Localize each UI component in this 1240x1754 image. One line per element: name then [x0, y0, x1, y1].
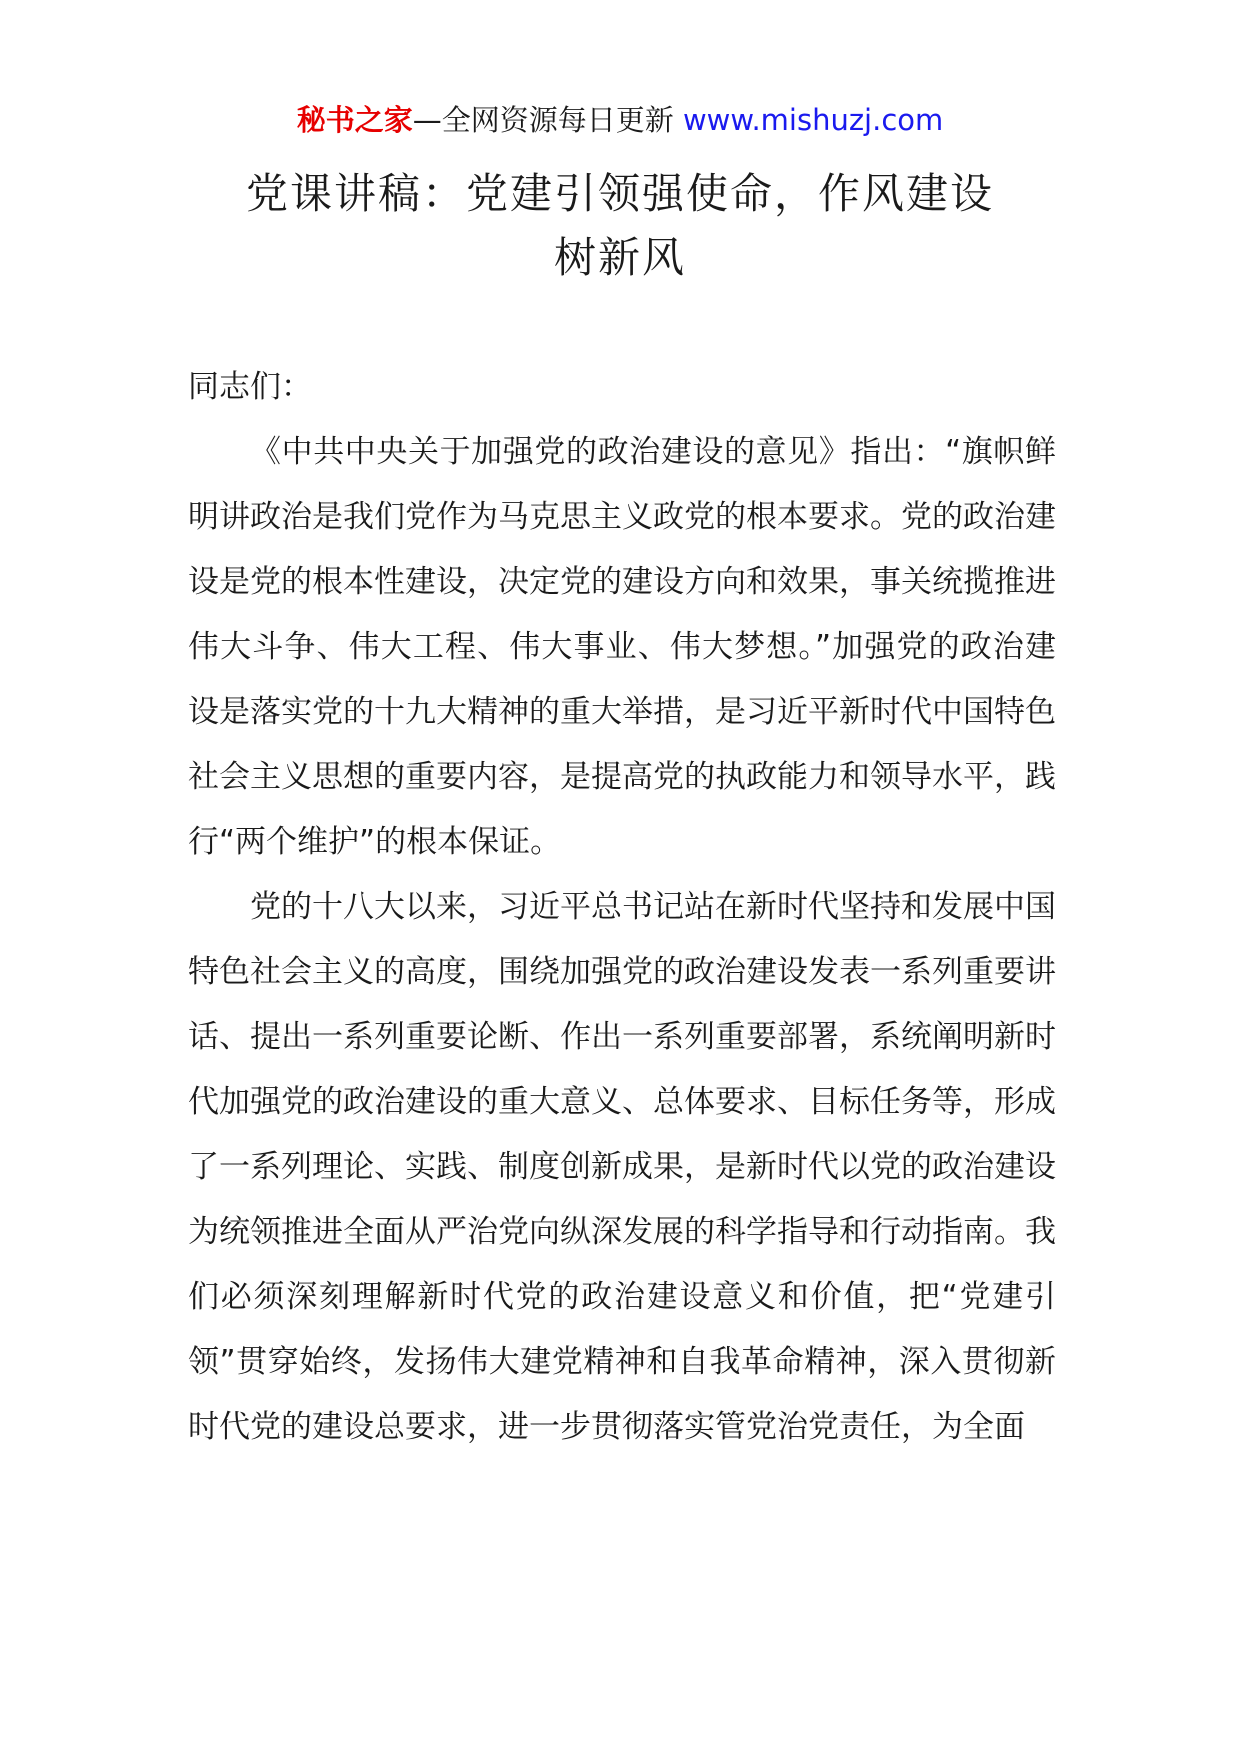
- document-title-line-2: 树新风: [553, 233, 686, 282]
- site-slogan: —全网资源每日更新: [412, 103, 683, 137]
- site-url-link[interactable]: www.mishuzj.com: [682, 103, 944, 137]
- salutation: 同志们：: [188, 369, 312, 405]
- document-title: [190, 162, 1050, 290]
- document-title-line-1: 党课讲稿：党建引领强使命，作风建设: [245, 169, 994, 218]
- paragraph-1: 《中共中央关于加强党的政治建设的意见》指出：“旗帜鲜明讲政治是我们党作为马克思主义政党的根本要求。党的政治建设是党的根本性建设，决定党的建设方向和效果，事关统揽推进伟大斗争、伟大工程、伟大事业、伟大梦想。”加强党的政治建设是落实党的十九大精神的重大举措，是习近平新时代中国特色社会主义思想的重要内容，是提高党的执政能力和领导水平，践行“两个维护”的根本保证。: [188, 434, 1056, 860]
- paragraph-2: 党的十八大以来，习近平总书记站在新时代坚持和发展中国特色社会主义的高度，围绕加强党的政治建设发表一系列重要讲话、提出一系列重要论断、作出一系列重要部署，系统阐明新时代加强党的政治建设的重大意义、总体要求、目标任务等，形成了一系列理论、实践、制度创新成果，是新时代以党的政治建设为统领推进全面从严治党向纵深发展的科学指导和行动指南。我们必须深刻理解新时代党的政治建设意义和价值，把“党建引领”贯穿始终，发扬伟大建党精神和自我革命精神，深入贯彻新时代党的建设总要求，进一步贯彻落实管党治党责任，为全面: [188, 889, 1056, 1445]
- document-body: [188, 355, 1056, 1460]
- site-header: [0, 100, 1240, 140]
- site-name: 秘书之家: [296, 103, 413, 137]
